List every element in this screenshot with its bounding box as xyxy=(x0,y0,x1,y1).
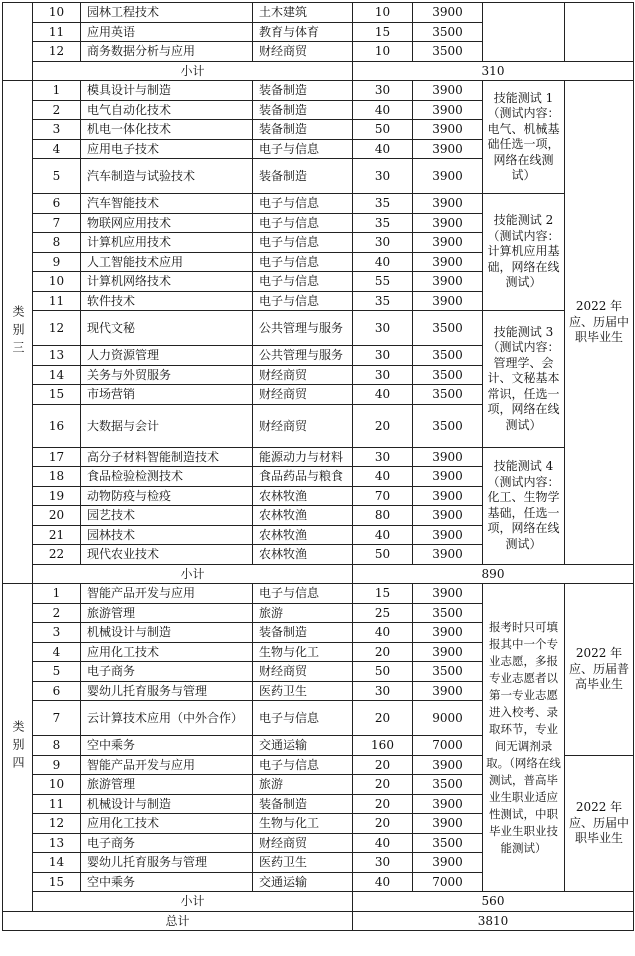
cell-no: 13 xyxy=(33,833,81,853)
cell-fee: 3900 xyxy=(413,584,483,604)
cell-no: 3 xyxy=(33,120,81,140)
table-row xyxy=(3,61,634,81)
skill-test-note: 技能测试 2（测试内容：计算机应用基础，网络在线测试） xyxy=(483,194,565,311)
cell-fee: 3900 xyxy=(413,642,483,662)
cell-fee: 3900 xyxy=(413,252,483,272)
cell-field: 电子与信息 xyxy=(253,194,353,214)
cell-plan: 10 xyxy=(353,3,413,23)
cell-major: 云计算技术应用（中外合作） xyxy=(81,701,253,736)
cell-fee: 3900 xyxy=(413,525,483,545)
cell-field: 装备制造 xyxy=(253,81,353,101)
cell-plan: 50 xyxy=(353,120,413,140)
cell-field: 农林牧渔 xyxy=(253,525,353,545)
cell-fee: 3900 xyxy=(413,233,483,253)
cell-field: 电子与信息 xyxy=(253,272,353,292)
cell-no: 21 xyxy=(33,525,81,545)
cell-fee: 3900 xyxy=(413,291,483,311)
subtotal-value: 310 xyxy=(353,61,634,81)
cell-no: 1 xyxy=(33,81,81,101)
cell-fee: 7000 xyxy=(413,872,483,892)
cell-fee: 3900 xyxy=(413,447,483,467)
cell-fee: 3900 xyxy=(413,681,483,701)
cell-plan: 160 xyxy=(353,736,413,756)
cell-field: 电子与信息 xyxy=(253,291,353,311)
skill-test-note: 技能测试 1（测试内容：电气、机械基础任选一项，网络在线测试） xyxy=(483,81,565,194)
cell-major: 婴幼儿托育服务与管理 xyxy=(81,681,253,701)
cell-major: 商务数据分析与应用 xyxy=(81,42,253,62)
cell-fee: 3900 xyxy=(413,545,483,565)
cell-no: 3 xyxy=(33,623,81,643)
cell-no: 8 xyxy=(33,233,81,253)
cell-plan: 35 xyxy=(353,194,413,214)
cell-fee: 3900 xyxy=(413,139,483,159)
cell-no: 13 xyxy=(33,346,81,366)
cell-field: 装备制造 xyxy=(253,100,353,120)
cell-no: 9 xyxy=(33,755,81,775)
eligibility-cell: 2022 年应、历届中职毕业生 xyxy=(565,81,634,565)
cell-plan: 40 xyxy=(353,623,413,643)
cell-plan: 50 xyxy=(353,545,413,565)
cell-field: 装备制造 xyxy=(253,159,353,194)
cell-major: 园林技术 xyxy=(81,525,253,545)
cell-fee: 3500 xyxy=(413,346,483,366)
cell-no: 12 xyxy=(33,311,81,346)
category-cell: 类别四 xyxy=(3,584,33,912)
cell-field: 交通运输 xyxy=(253,872,353,892)
cell-field: 财经商贸 xyxy=(253,404,353,447)
cell-major: 食品检验检测技术 xyxy=(81,467,253,487)
cell-field: 电子与信息 xyxy=(253,755,353,775)
cell-fee: 3900 xyxy=(413,159,483,194)
cell-fee: 3500 xyxy=(413,404,483,447)
cell-field: 旅游 xyxy=(253,775,353,795)
cell-plan: 20 xyxy=(353,755,413,775)
cell-fee: 3900 xyxy=(413,194,483,214)
cell-field: 食品药品与粮食 xyxy=(253,467,353,487)
cell-plan: 35 xyxy=(353,291,413,311)
cell-plan: 30 xyxy=(353,233,413,253)
cell-fee: 3900 xyxy=(413,814,483,834)
cell-major: 现代农业技术 xyxy=(81,545,253,565)
cell-no: 6 xyxy=(33,194,81,214)
cell-no: 15 xyxy=(33,385,81,405)
cell-field: 农林牧渔 xyxy=(253,545,353,565)
cell-field: 电子与信息 xyxy=(253,233,353,253)
cell-plan: 70 xyxy=(353,486,413,506)
table-row xyxy=(3,194,634,214)
cell-field: 土木建筑 xyxy=(253,3,353,23)
cell-plan: 30 xyxy=(353,81,413,101)
eligibility-cell: 2022 年应、历届中职毕业生 xyxy=(565,755,634,892)
subtotal-label: 小计 xyxy=(33,61,353,81)
cell-field: 电子与信息 xyxy=(253,139,353,159)
cell-major: 应用英语 xyxy=(81,22,253,42)
cell-plan: 40 xyxy=(353,833,413,853)
cell-no: 20 xyxy=(33,506,81,526)
cell-major: 市场营销 xyxy=(81,385,253,405)
cell-no: 14 xyxy=(33,365,81,385)
cell-plan: 35 xyxy=(353,213,413,233)
cell-major: 空中乘务 xyxy=(81,872,253,892)
eligibility-cell xyxy=(565,3,634,62)
cell-plan: 20 xyxy=(353,775,413,795)
cell-fee: 3500 xyxy=(413,365,483,385)
cell-fee: 3500 xyxy=(413,603,483,623)
cell-major: 电气自动化技术 xyxy=(81,100,253,120)
cell-major: 计算机应用技术 xyxy=(81,233,253,253)
cell-fee: 3900 xyxy=(413,794,483,814)
cell-plan: 20 xyxy=(353,701,413,736)
table-body xyxy=(3,3,634,931)
cell-plan: 40 xyxy=(353,385,413,405)
cell-plan: 30 xyxy=(353,346,413,366)
cell-no: 10 xyxy=(33,3,81,23)
cell-no: 4 xyxy=(33,642,81,662)
cell-major: 机械设计与制造 xyxy=(81,623,253,643)
cell-fee: 3900 xyxy=(413,506,483,526)
cell-major: 模具设计与制造 xyxy=(81,81,253,101)
cell-fee: 3500 xyxy=(413,662,483,682)
cell-no: 16 xyxy=(33,404,81,447)
table-row xyxy=(3,584,634,604)
table-row xyxy=(3,3,634,23)
cell-plan: 30 xyxy=(353,159,413,194)
cell-fee: 3500 xyxy=(413,42,483,62)
cell-no: 7 xyxy=(33,701,81,736)
cell-plan: 30 xyxy=(353,311,413,346)
cell-fee: 3500 xyxy=(413,311,483,346)
cell-no: 11 xyxy=(33,794,81,814)
total-label: 总计 xyxy=(3,911,353,931)
cell-major: 人力资源管理 xyxy=(81,346,253,366)
cell-fee: 9000 xyxy=(413,701,483,736)
cell-fee: 3900 xyxy=(413,3,483,23)
cell-major: 旅游管理 xyxy=(81,775,253,795)
cell-fee: 3900 xyxy=(413,853,483,873)
cell-major: 智能产品开发与应用 xyxy=(81,755,253,775)
cell-plan: 15 xyxy=(353,584,413,604)
cell-major: 现代文秘 xyxy=(81,311,253,346)
cell-plan: 40 xyxy=(353,525,413,545)
cell-major: 软件技术 xyxy=(81,291,253,311)
cell-no: 12 xyxy=(33,814,81,834)
cell-field: 农林牧渔 xyxy=(253,506,353,526)
cell-field: 装备制造 xyxy=(253,794,353,814)
cell-fee: 3900 xyxy=(413,81,483,101)
cell-major: 物联网应用技术 xyxy=(81,213,253,233)
cell-plan: 30 xyxy=(353,365,413,385)
table-row xyxy=(3,447,634,467)
cell-fee: 3900 xyxy=(413,467,483,487)
cell-plan: 55 xyxy=(353,272,413,292)
cell-no: 7 xyxy=(33,213,81,233)
cell-major: 园艺技术 xyxy=(81,506,253,526)
cell-field: 农林牧渔 xyxy=(253,486,353,506)
cell-plan: 30 xyxy=(353,447,413,467)
cell-plan: 80 xyxy=(353,506,413,526)
cell-no: 10 xyxy=(33,775,81,795)
cell-field: 电子与信息 xyxy=(253,252,353,272)
cell-plan: 40 xyxy=(353,872,413,892)
cell-no: 10 xyxy=(33,272,81,292)
cell-fee: 3500 xyxy=(413,385,483,405)
subtotal-label: 小计 xyxy=(33,564,353,584)
application-note: 报考时只可填报其中一个专业志愿，多报专业志愿者以第一专业志愿进入校考、录取环节，专业间无调剂录取。（网络在线测试，普高毕业生职业适应性测试，中职毕业生职业技能测试） xyxy=(483,584,565,892)
enrollment-plan-table xyxy=(2,2,634,931)
cell-fee: 3500 xyxy=(413,833,483,853)
table-row xyxy=(3,311,634,346)
cell-fee: 3500 xyxy=(413,775,483,795)
cell-field: 生物与化工 xyxy=(253,642,353,662)
cell-field: 财经商贸 xyxy=(253,833,353,853)
cell-no: 14 xyxy=(33,853,81,873)
cell-plan: 10 xyxy=(353,42,413,62)
cell-plan: 20 xyxy=(353,814,413,834)
cell-fee: 7000 xyxy=(413,736,483,756)
cell-no: 2 xyxy=(33,100,81,120)
cell-no: 11 xyxy=(33,22,81,42)
cell-field: 公共管理与服务 xyxy=(253,346,353,366)
eligibility-cell: 2022 年应、历届普高毕业生 xyxy=(565,584,634,756)
cell-no: 8 xyxy=(33,736,81,756)
cell-plan: 40 xyxy=(353,252,413,272)
cell-major: 智能产品开发与应用 xyxy=(81,584,253,604)
cell-major: 高分子材料智能制造技术 xyxy=(81,447,253,467)
cell-plan: 30 xyxy=(353,681,413,701)
cell-no: 4 xyxy=(33,139,81,159)
test-cell xyxy=(483,3,565,62)
cell-plan: 15 xyxy=(353,22,413,42)
cell-plan: 20 xyxy=(353,404,413,447)
cell-field: 公共管理与服务 xyxy=(253,311,353,346)
cell-field: 能源动力与材料 xyxy=(253,447,353,467)
subtotal-label: 小计 xyxy=(33,892,353,912)
table-row xyxy=(3,81,634,101)
cell-fee: 3900 xyxy=(413,755,483,775)
cell-major: 机电一体化技术 xyxy=(81,120,253,140)
cell-fee: 3900 xyxy=(413,623,483,643)
cell-field: 装备制造 xyxy=(253,120,353,140)
category-cell xyxy=(3,3,33,81)
cell-field: 旅游 xyxy=(253,603,353,623)
cell-major: 电子商务 xyxy=(81,662,253,682)
cell-major: 大数据与会计 xyxy=(81,404,253,447)
cell-field: 财经商贸 xyxy=(253,42,353,62)
cell-plan: 40 xyxy=(353,139,413,159)
cell-major: 电子商务 xyxy=(81,833,253,853)
cell-fee: 3900 xyxy=(413,120,483,140)
cell-no: 19 xyxy=(33,486,81,506)
cell-no: 5 xyxy=(33,159,81,194)
cell-field: 电子与信息 xyxy=(253,701,353,736)
cell-field: 电子与信息 xyxy=(253,584,353,604)
cell-plan: 50 xyxy=(353,662,413,682)
cell-fee: 3900 xyxy=(413,213,483,233)
cell-major: 计算机网络技术 xyxy=(81,272,253,292)
cell-no: 18 xyxy=(33,467,81,487)
cell-no: 12 xyxy=(33,42,81,62)
cell-plan: 30 xyxy=(353,853,413,873)
cell-major: 园林工程技术 xyxy=(81,3,253,23)
cell-major: 汽车智能技术 xyxy=(81,194,253,214)
skill-test-note: 技能测试 4（测试内容：化工、生物学基础，任选一项，网络在线测试） xyxy=(483,447,565,564)
cell-field: 教育与体育 xyxy=(253,22,353,42)
cell-plan: 40 xyxy=(353,467,413,487)
cell-no: 6 xyxy=(33,681,81,701)
cell-major: 应用化工技术 xyxy=(81,814,253,834)
cell-field: 财经商贸 xyxy=(253,365,353,385)
cell-major: 应用电子技术 xyxy=(81,139,253,159)
cell-major: 空中乘务 xyxy=(81,736,253,756)
cell-plan: 20 xyxy=(353,642,413,662)
cell-plan: 20 xyxy=(353,794,413,814)
cell-major: 婴幼儿托育服务与管理 xyxy=(81,853,253,873)
cell-major: 关务与外贸服务 xyxy=(81,365,253,385)
cell-no: 9 xyxy=(33,252,81,272)
cell-no: 1 xyxy=(33,584,81,604)
cell-fee: 3500 xyxy=(413,22,483,42)
cell-field: 装备制造 xyxy=(253,623,353,643)
table-row xyxy=(3,911,634,931)
skill-test-note: 技能测试 3（测试内容：管理学、会计、文秘基本常识，任选一项，网络在线测试） xyxy=(483,311,565,448)
cell-fee: 3900 xyxy=(413,272,483,292)
cell-fee: 3900 xyxy=(413,486,483,506)
cell-no: 15 xyxy=(33,872,81,892)
table-row xyxy=(3,892,634,912)
cell-no: 2 xyxy=(33,603,81,623)
table-row xyxy=(3,564,634,584)
cell-field: 交通运输 xyxy=(253,736,353,756)
cell-no: 22 xyxy=(33,545,81,565)
cell-major: 动物防疫与检疫 xyxy=(81,486,253,506)
cell-field: 财经商贸 xyxy=(253,385,353,405)
subtotal-value: 890 xyxy=(353,564,634,584)
cell-plan: 40 xyxy=(353,100,413,120)
cell-fee: 3900 xyxy=(413,100,483,120)
cell-plan: 25 xyxy=(353,603,413,623)
cell-field: 财经商贸 xyxy=(253,662,353,682)
cell-field: 医药卫生 xyxy=(253,853,353,873)
cell-major: 应用化工技术 xyxy=(81,642,253,662)
cell-no: 5 xyxy=(33,662,81,682)
cell-field: 电子与信息 xyxy=(253,213,353,233)
cell-major: 机械设计与制造 xyxy=(81,794,253,814)
cell-no: 17 xyxy=(33,447,81,467)
cell-major: 汽车制造与试验技术 xyxy=(81,159,253,194)
cell-field: 医药卫生 xyxy=(253,681,353,701)
category-cell: 类别三 xyxy=(3,81,33,584)
cell-major: 旅游管理 xyxy=(81,603,253,623)
total-value: 3810 xyxy=(353,911,634,931)
cell-field: 生物与化工 xyxy=(253,814,353,834)
cell-major: 人工智能技术应用 xyxy=(81,252,253,272)
cell-no: 11 xyxy=(33,291,81,311)
subtotal-value: 560 xyxy=(353,892,634,912)
